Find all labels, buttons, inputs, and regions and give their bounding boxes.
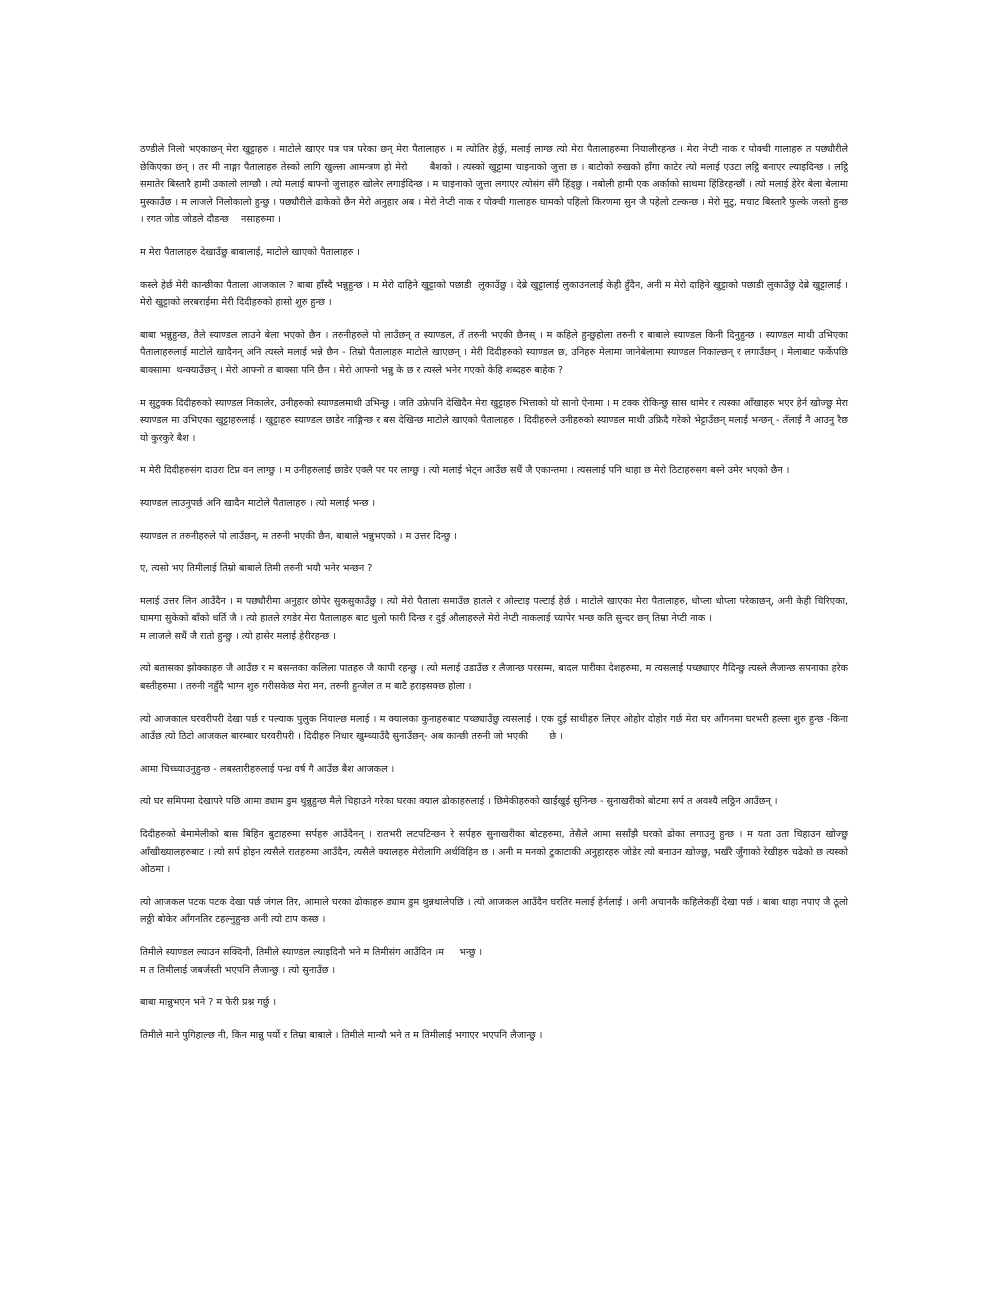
- paragraph: स्याण्डल लाउनुपर्छ अनि खादैन माटोले पैतालाहरु । त्यो मलाई भन्छ ।: [140, 497, 376, 509]
- paragraph: त्यो आजकल पटक पटक देखा पर्छ जंगल तिर, आमाले घरका ढोकाहरु ड्याम डुम थुन्नथालेपछि । त्यो आजकल आउँदैन घरतिर मलाई हेर्नलाई । अनी अचानकै कहिलेकहीं देखा पर्छ । बाबा थाहा नपाए जै ठूलो लठ्ठी बोकेर आँगनतिर टहल्नुहुन्छ अनी त्यो टाप कस्छ ।: [140, 896, 852, 926]
- paragraph: म सुटुक्क दिदीहरुको स्याण्डल निकालेर, उनीहरुको स्याण्डलमाथी उभिन्छु । जति उफ्रेपनि देखिदैन मेरा खुट्टाहरु भित्ताको यो सानो ऐनामा । म टक्क रोकिन्छु सास थामेर र त्यस्का आँखाहरु भएर हेर्न खोज्छु मेरा स्याण्डल मा उभिएका खुट्टाहरुलाई । खुट्टाहरु स्याण्डल छाडेर नाङ्गिन्छ र बस देखिन्छ माटोले खाएको पैतालाहरु । दिदीहरुले उनीहरुको स्याण्डल माथी उफ्रिदै गरेको भेट्टाउँछन् मलाई भन्छन् - तँलाई नै आउनु रैछ यो कुरकुरे बैश ।: [140, 397, 852, 444]
- paragraph: स्याण्डल त तरुनीहरुले पो लाउँछन्, म तरुनी भएकी छैन, बाबाले भन्नुभएको । म उत्तर दिन्छु ।: [140, 530, 457, 542]
- paragraph: म मेरी दिदीहरुसंग दाउरा टिप्न वन लाग्छु । म उनीहरुलाई छाडेर एक्लै पर पर लाग्छु । त्यो मलाई भेट्न आउँछ सधैं जै एकान्तमा । त्यसलाई पनि थाहा छ मेरो ठिटाहरुसग बस्ने उमेर भएको छैन ।: [140, 465, 790, 477]
- paragraph: बाबा भन्नुहुन्छ, तैले स्याण्डल लाउने बेला भएको छैन । तरुनीहरुले पो लाउँछन् त स्याण्डल, तँ तरुनी भएकी छैनस् । म कहिले हुन्छुहोला तरुनी र बाबाले स्याण्डल किनी दिनुहुन्छ । स्याण्डल माथी उभिएका पैतालाहरुलाई माटोले खादैनन् अनि त्यस्ले मलाई भन्ने छैन - तिम्रो पैतालाहरु माटोले खाएछन् । मेरी दिदीहरुको स्याण्डल छ, उनिहरु मेलामा जानेबेलामा स्याण्डल निकाल्छन् र लगाउँछन् । मेलाबाट फर्केपछि बाक्सामा थन्क्याउँछन् । मेरो आफ्नो त बाक्सा पनि छैन । मेरो आफ्नो भन्नु के छ र त्यस्ले भनेर गएको केहि शब्दहरु बाहेक ?: [140, 329, 852, 376]
- paragraph: कस्ले हेर्छ मेरी कान्छीका पैताला आजकाल ? बाबा हाँस्दै भन्नुहुन्छ । म मेरो दाहिने खुट्टाको पछाडी लुकाउँछु । देब्रे खुट्टालाई लुकाउनलाई केही हुँदैन, अनी म मेरो दाहिने खुट्टाको पछाडी लुकाउँछु देब्रे खुट्टालाई । मेरो खुट्टाको लरबराईमा मेरी दिदीहरुको हासो शुरु हुन्छ ।: [140, 279, 852, 309]
- paragraph: तिमीले स्याण्डल ल्याउन सक्दिनौ, तिमीले स्याण्डल ल्याइदिनौ भने म तिमीसंग आउँदिन ।म भन्छु । म त तिमीलाई जबर्जस्ती भएपनि लैजान्छु । त्यो सुनाउँछ ।: [140, 947, 483, 976]
- paragraph: त्यो घर समिपमा देखापरे पछि आमा ड्याम डुम थुन्नुहुन्छ मैले चिहाउने गरेका घरका क्याल ढोकाहरुलाई । छिमेकीहरुको खाईंखुई सुनिन्छ - सुनाखरीको बोटमा सर्प त अवश्यै लठ्ठिन आउँछन् ।: [140, 796, 778, 808]
- paragraph: तिमीले माने पुगिहाल्छ नी, किन मान्नु पर्यो र तिम्रा बाबाले । तिमीले मान्यौ भने त म तिमीलाई भगाएर भएपनि लैजान्छु ।: [140, 1029, 543, 1041]
- paragraph: त्यो बतासका झोक्काहरु जै आउँछ र म बसन्तका कलिला पातहरु जै कापी रहन्छु । त्यो मलाई उडाउँछ र लैजान्छ परसम्म, बादल पारीका देशहरुमा, म त्यसलाई पच्छ्याएर गैदिन्छु त्यस्ले लैजान्छ सपनाका हरेक बस्तीहरुमा । तरुनी नहुँदै भाग्न शुरु गरीसकेछ मेरा मन, तरुनी हुन्जेल त म बाटै हराइसक्छ होला ।: [140, 663, 852, 693]
- paragraph: आमा चिच्च्याउनुहुन्छ - लबस्तारीहरुलाई पन्ध्र वर्ष गै आउँछ बैश आजकल ।: [140, 763, 395, 775]
- paragraph: मलाई उत्तर लिन आउँदैन । म पछ्यौरीमा अनुहार छोपेर सुकसुकाउँछु । त्यो मेरो पैताला समाउँछ हातले र ओल्टाइ पल्टाई हेर्छ । माटोले खाएका मेरा पैतालाहरु, धोप्ला धोप्ला परेकाछन्, अनी केही चिरिएका, घामगा सुकेको बाँको धर्ति जै । त्यो हातले रगडेर मेरा पैतालाहरु बाट धुलो फारी दिन्छ र दुई औलाहरुले मेरो नेप्टी नाकलाई च्यापेर भन्छ कति सुन्दर छन् तिम्रा नेप्टी नाक । म लाजले सधैं जै रातो हुन्छु । त्यो हासेर मलाई हेरीरहन्छ ।: [140, 595, 848, 642]
- paragraph: ठण्डीले निलो भएकाछन् मेरा खुट्टाहरु । माटोले खाएर पत्र पत्र परेका छन् मेरा पैतालाहरु । म त्योतिर हेर्छु, मलाई लाग्छ त्यो मेरा पैतालाहरुमा नियालीरहन्छ । मेरा नेप्टी नाक र पोक्ची गालाहरु त पछ्यौरीले छेकिएका छन् । तर मी नाङ्गा पैतालाहरु तेस्को लागि खुल्ला आमन्त्रण हो मेरो बैशको । त्यस्को खुट्टामा चाइनाको जुत्ता छ । बाटोको रुखको हाँगा काटेर त्यो मलाई एउटा लट्ठि बनाएर ल्याइदिन्छ । लट्ठि समातेर बिस्तारै हामी उकालो लाग्छौ । त्यो मलाई बाफ्नो जुत्ताहरु खोलेर लगाईदिन्छ । म चाइनाको जुत्ता लगाएर त्योसंग सँगै हिंड्छु । नबोली हामी एक अर्काको साथमा हिंडिरहन्छौं । त्यो मलाई हेरेर बेला बेलामा मुस्काउँछ । म लाजले निलोकालो हुन्छु । पछ्यौरीले ढाकेको छैन मेरो अनुहार अब । मेरो नेप्टी नाक र पोक्ची गालाहरु घामको पहिलो किरणमा सुन जै पहेलो टल्कन्छ । मेरो मुटु, मचाट बिस्तारै फुल्के जस्तो हुन्छ । रगत जोड जोडले दौडन्छ नसाहरुमा ।: [140, 144, 855, 226]
- paragraph: दिदीहरुको बेमामेलीको बास बिहिन बुटाहरुमा सर्पहरु आउँदैनन् । रातभरी लटपटिन्छन रे सर्पहरु सुनाखरीका बोटहरुमा, तेसैले आमा ससाँझै घरको ढोका लगाउनु हुन्छ । म यता उता चिहाउन खोज्छु आँखीख्यालहरुबाट । त्यो सर्प होइन त्यसैले रातहरुमा आउँदैन, त्यसैले क्यालहरु मेरोलागि अर्थविहिन छ । अनी म मनको टुकाटाकी अनुहारहरु जोडेर त्यो बनाउन खोज्छु, भर्खरै जुँगाको रेखीहरु चढेको छ त्यस्को ओठमा ।: [140, 829, 852, 876]
- paragraph: म मेरा पैतालाहरु देखाउँछु बाबालाई, माटोले खाएको पैतालाहरु ।: [140, 246, 360, 258]
- paragraph: त्यो आजकाल घरवरीपरी देखा पर्छ र पल्याक पुलुक नियाल्छ मलाई । म क्यालका कुनाहरुबाट पच्छ्याउँछु त्यसलाई । एक दुई साथीहरु लिएर ओहोर दोहोर गर्छ मेरा घर आँगनमा घरभरी हल्ला शुरु हुन्छ -किना आउँछ त्यो ठिटो आजकल बारम्बार घरवरीपरी । दिदीहरु निधार खुम्च्याउँदै सुनाउँछन्- अब कान्छी तरुनी जो भएकी छे ।: [140, 713, 852, 743]
- paragraph: बाबा मान्नुभएन भने ? म फेरी प्रश्न गर्छु ।: [140, 997, 277, 1009]
- document-body: [140, 141, 855, 1059]
- paragraph: ए, त्यसो भए तिमीलाई तिम्रो बाबाले तिमी तरुनी भयौ भनेर भन्छन ?: [140, 563, 373, 575]
